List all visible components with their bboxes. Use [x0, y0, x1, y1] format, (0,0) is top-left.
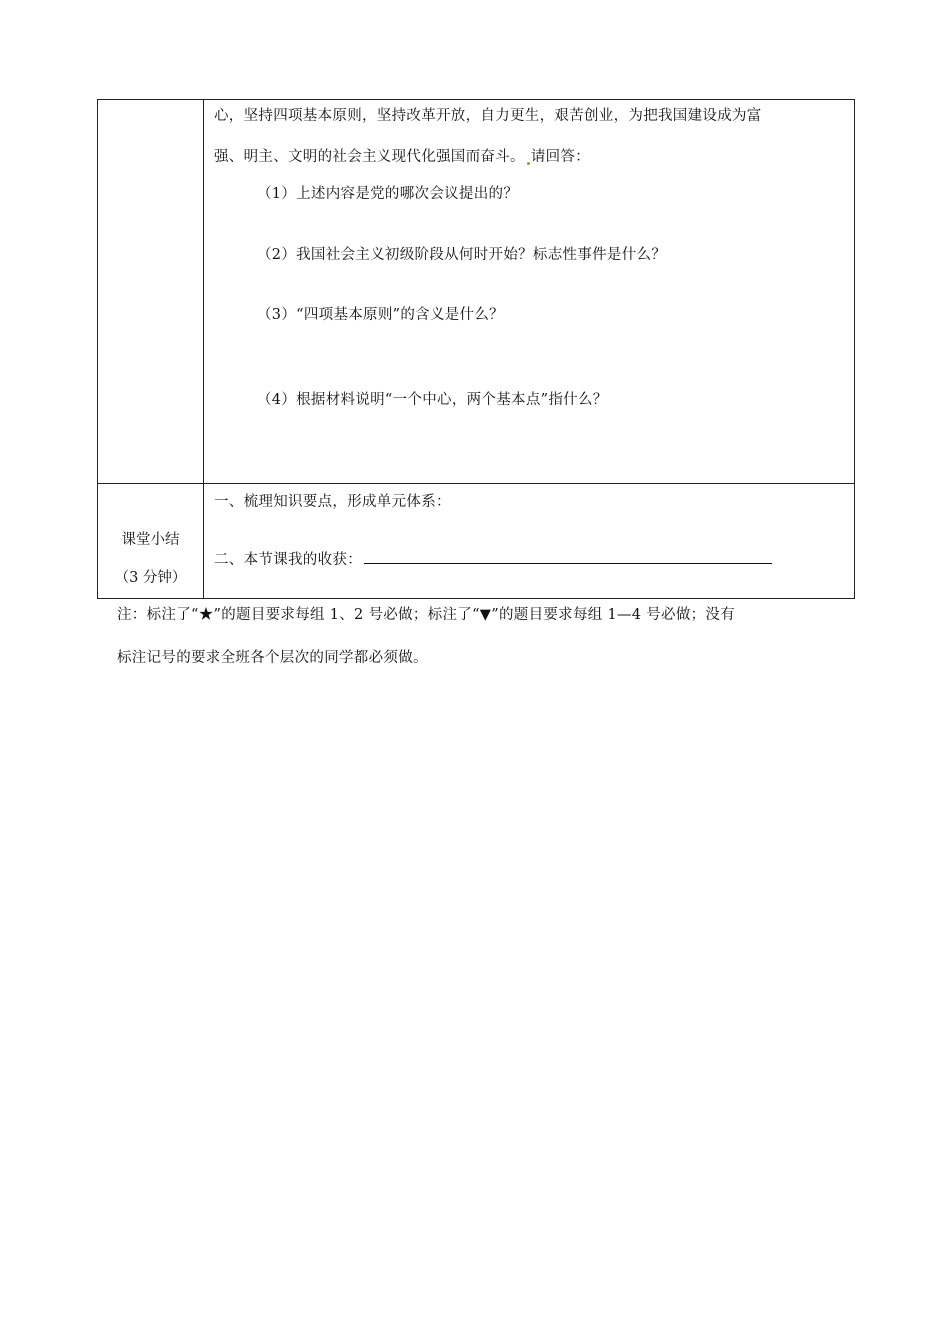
summary-row [98, 484, 855, 599]
question-1: （1）上述内容是党的哪次会议提出的？ [257, 186, 519, 202]
material-text-line-1: 心，坚持四项基本原则，坚持改革开放，自力更生，艰苦创业，为把我国建设成为富 [214, 108, 762, 124]
summary-item-knowledge: 一、梳理知识要点，形成单元体系： [214, 494, 451, 510]
question-2: （2）我国社会主义初级阶段从何时开始？标志性事件是什么？ [257, 247, 667, 263]
question-4: （4）根据材料说明“一个中心，两个基本点”指什么？ [257, 392, 608, 408]
summary-item-gains [214, 547, 772, 569]
question-3: （3）“四项基本原则”的含义是什么？ [257, 307, 504, 323]
summary-content-cell [204, 484, 855, 599]
summary-item-gains-label: 二、本节课我的收获： [214, 552, 362, 568]
summary-label-time: （3 分钟） [114, 570, 187, 586]
note-line-2: 标注记号的要求全班各个层次的同学都必须做。 [117, 650, 428, 666]
material-text-line-2-prompt: 请回答： [530, 149, 591, 165]
material-text-line-2-main: 强、明主、文明的社会主义现代化强国而奋斗。 [214, 149, 525, 165]
material-text-line-2 [214, 145, 590, 166]
summary-label-title: 课堂小结 [121, 532, 180, 548]
note-line-1: 注：标注了“★”的题目要求每组 1、2 号必做；标注了“▼”的题目要求每组 1—4 号必做；没有 [117, 607, 736, 623]
gains-answer-line[interactable] [364, 547, 772, 564]
stray-dot-mark [527, 162, 530, 165]
material-cell [204, 100, 855, 484]
worksheet-table [97, 99, 855, 599]
material-row [98, 100, 855, 484]
summary-label-cell [98, 484, 204, 599]
material-label-cell [98, 100, 204, 484]
